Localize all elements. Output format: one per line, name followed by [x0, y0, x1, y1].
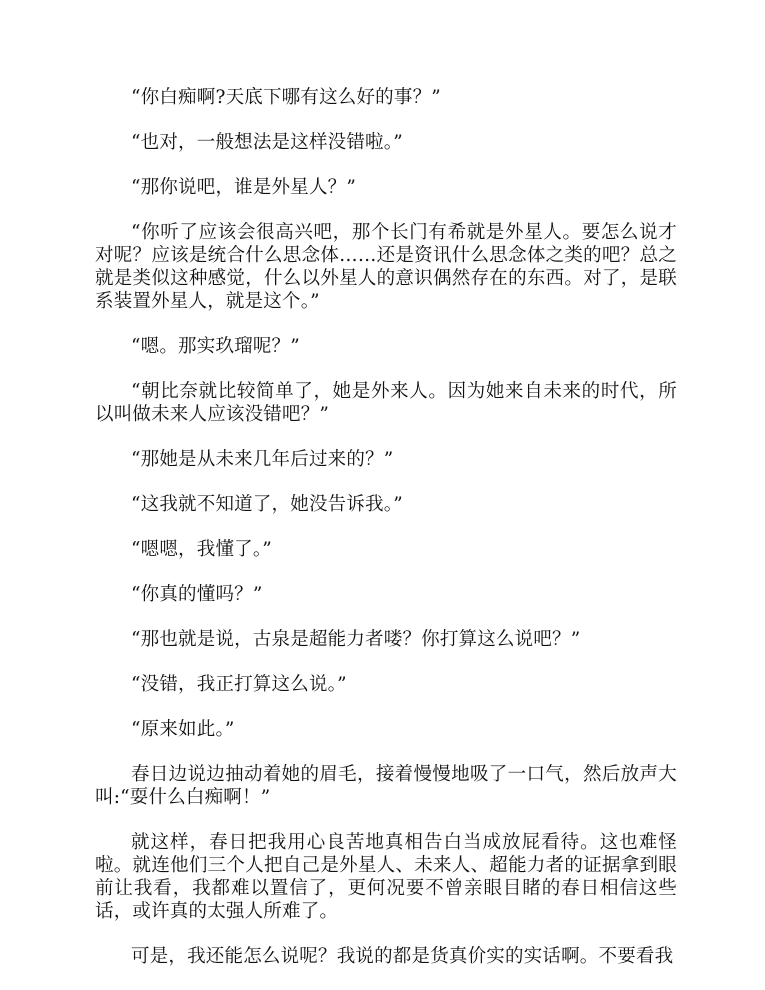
- paragraph: “那你说吧，谁是外星人？”: [131, 177, 357, 198]
- paragraph: “你真的懂吗？”: [131, 584, 263, 605]
- paragraph: “你听了应该会很高兴吧，那个长门有希就是外星人。要怎么说才对呢？应该是统合什么思念体……还是资讯什么思念体之类的吧？总之就是类似这种感觉，什么以外星人的意识偶然存在的东西。对了，是联系装置外星人，就是这个。”: [95, 222, 677, 312]
- paragraph: “原来如此。”: [131, 719, 235, 740]
- paragraph: 春日边说边抽动着她的眉毛，接着慢慢地吸了一口气，然后放声大叫:“耍什么白痴啊！”: [95, 764, 677, 808]
- paragraph: “嗯嗯，我懂了。”: [131, 539, 272, 560]
- paragraph: 可是，我还能怎么说呢？我说的都是货真价实的实话啊。不要看我: [131, 946, 674, 967]
- paragraph: 就这样，春日把我用心良苦地真相告白当成放屁看待。这也难怪啦。就连他们三个人把自己是外星人、未来人、超能力者的证据拿到眼前让我看，我都难以置信了，更何况要不曾亲眼目睹的春日相信这些话，或许真的太强人所难了。: [95, 832, 677, 922]
- paragraph: “你白痴啊?天底下哪有这么好的事？”: [131, 87, 441, 108]
- paragraph: “朝比奈就比较简单了，她是外来人。因为她来自未来的时代，所以叫做未来人应该没错吧？”: [95, 381, 677, 425]
- paragraph: “嗯。那实玖瑠呢？”: [131, 336, 300, 357]
- paragraph: “这我就不知道了，她没告诉我。”: [131, 494, 403, 515]
- paragraph: “那她是从未来几年后过来的？”: [131, 449, 394, 470]
- paragraph: “那也就是说，古泉是超能力者喽？你打算这么说吧？”: [131, 629, 581, 650]
- paragraph: “也对，一般想法是这样没错啦。”: [131, 132, 403, 153]
- paragraph: “没错，我正打算这么说。”: [131, 674, 347, 695]
- document-body: [95, 86, 677, 990]
